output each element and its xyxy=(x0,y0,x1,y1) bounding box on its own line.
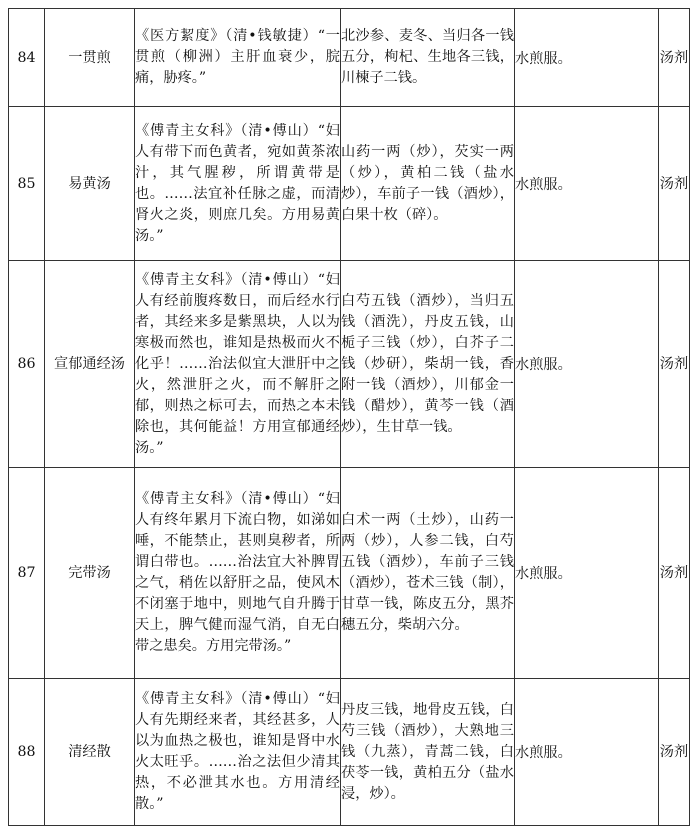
formula-type: 汤剂 xyxy=(659,679,690,826)
row-number: 85 xyxy=(9,107,45,261)
source-text: 《傅青主女科》（清•傅山）“妇人有终年累月下流白物，如涕如唾，不能禁止，甚则臭秽者，所谓白带也。……治法宜大补脾胃之气，稍佐以舒肝之品，使风木不闭塞于地中，则地气自升腾于天上，脾气健而湿气消，自无白带之患矣。方用完带汤。” xyxy=(135,468,341,679)
ingredients-text: 丹皮三钱，地骨皮五钱，白芍三钱（酒炒），大熟地三钱（九蒸），青蒿二钱，白茯苓一钱，黄柏五分（盐水浸，炒）。 xyxy=(341,679,515,826)
source-text: 《医方絜度》（清•钱敏捷）“一贯煎（柳洲）主肝血衰少，脘痛，胁疼。” xyxy=(135,9,341,107)
row-number: 84 xyxy=(9,9,45,107)
row-number: 88 xyxy=(9,679,45,826)
formula-name: 一贯煎 xyxy=(45,9,135,107)
formula-name: 清经散 xyxy=(45,679,135,826)
ingredients-text: 白术一两（土炒），山药一两（炒），人参二钱，白芍五钱（酒炒），车前子三钱（酒炒），苍术三钱（制），甘草一钱，陈皮五分，黑芥穗五分，柴胡六分。 xyxy=(341,468,515,679)
ingredients-text: 白芍五钱（酒炒），当归五钱（酒洗），丹皮五钱，山栀子三钱（炒），白芥子二钱（炒研），柴胡一钱，香附一钱（酒炒），川郁金一钱（醋炒），黄芩一钱（酒炒），生甘草一钱。 xyxy=(341,261,515,468)
row-number: 86 xyxy=(9,261,45,468)
row-number: 87 xyxy=(9,468,45,679)
table-row xyxy=(9,679,690,826)
usage-text: 水煎服。 xyxy=(515,9,659,107)
formula-type: 汤剂 xyxy=(659,468,690,679)
source-text: 《傅青主女科》（清•傅山）“妇人有先期经来者，其经甚多，人以为血热之极也，谁知是肾中水火太旺乎。……治之法但少清其热，不必泄其水也。方用清经散。” xyxy=(135,679,341,826)
formula-type: 汤剂 xyxy=(659,107,690,261)
usage-text: 水煎服。 xyxy=(515,679,659,826)
formula-type: 汤剂 xyxy=(659,261,690,468)
source-text: 《傅青主女科》（清•傅山）“妇人有带下而色黄者，宛如黄茶浓汁，其气腥秽，所谓黄带是也。……法宜补任脉之虚，而清肾火之炎，则庶几矣。方用易黄汤。” xyxy=(135,107,341,261)
ingredients-text: 北沙参、麦冬、当归各一钱五分，枸杞、生地各三钱，川楝子二钱。 xyxy=(341,9,515,107)
formula-name: 完带汤 xyxy=(45,468,135,679)
table-row xyxy=(9,9,690,107)
usage-text: 水煎服。 xyxy=(515,107,659,261)
usage-text: 水煎服。 xyxy=(515,261,659,468)
prescription-table xyxy=(8,8,690,826)
formula-name: 易黄汤 xyxy=(45,107,135,261)
table-row xyxy=(9,468,690,679)
table-row xyxy=(9,107,690,261)
ingredients-text: 山药一两（炒），芡实一两（炒），黄柏二钱（盐水炒），车前子一钱（酒炒），白果十枚（碎）。 xyxy=(341,107,515,261)
table-row xyxy=(9,261,690,468)
usage-text: 水煎服。 xyxy=(515,468,659,679)
formula-name: 宣郁通经汤 xyxy=(45,261,135,468)
formula-type: 汤剂 xyxy=(659,9,690,107)
source-text: 《傅青主女科》（清•傅山）“妇人有经前腹疼数日，而后经水行者，其经来多是紫黑块，人以为寒极而然也，谁知是热极而火不化乎！……治法似宜大泄肝中之火，然泄肝之火，而不解肝之郁，则热之标可去，而热之本未除也，其何能益！方用宣郁通经汤。” xyxy=(135,261,341,468)
